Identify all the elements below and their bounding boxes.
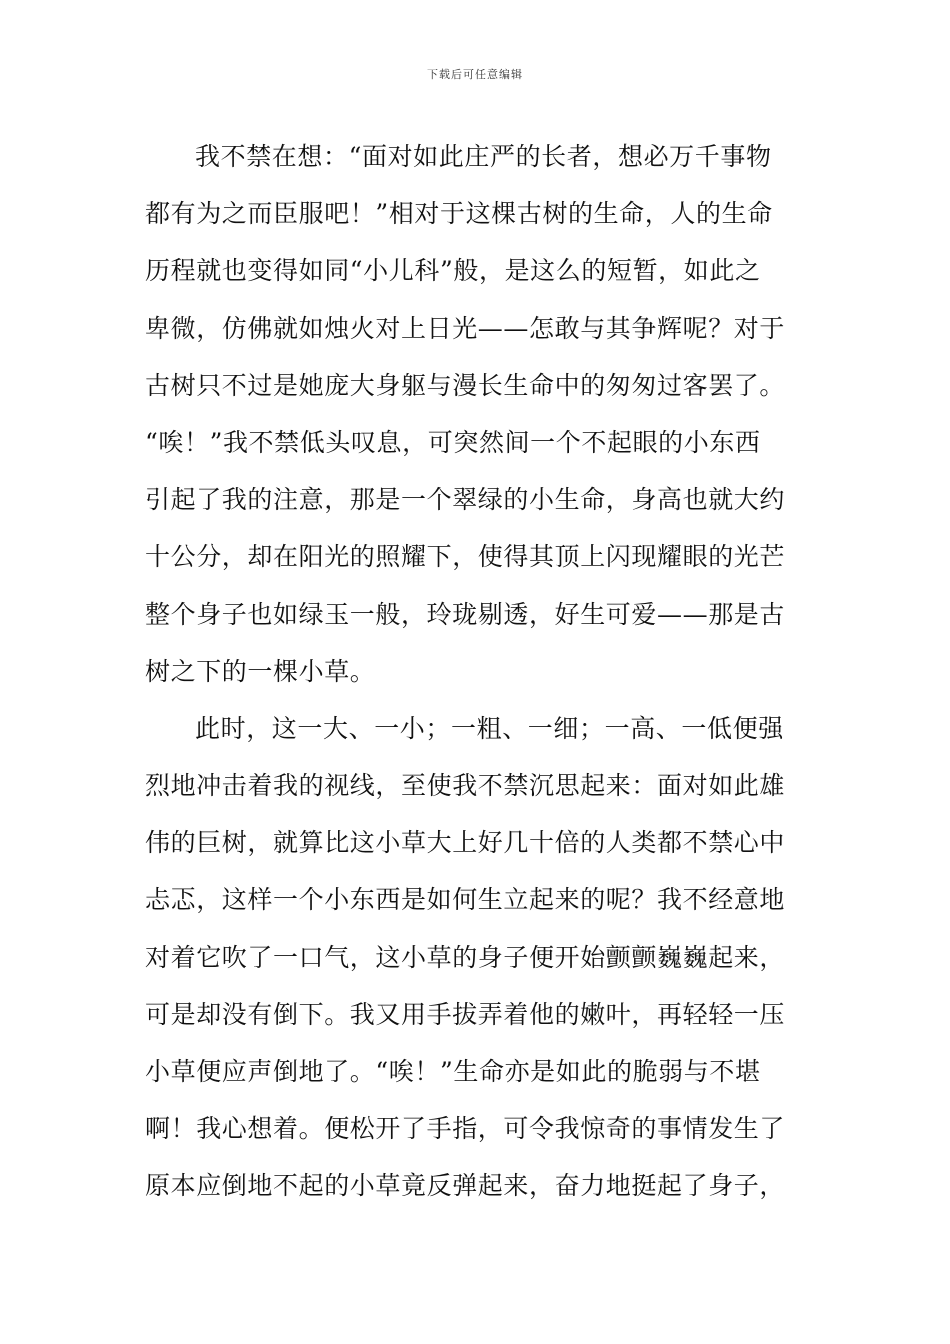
- paragraph-line: 原本应倒地不起的小草竟反弹起来，奋力地挺起了身子，: [145, 1171, 786, 1201]
- paragraph-line: 历程就也变得如同“小儿科”般，是这么的短暂，如此之: [145, 256, 761, 286]
- paragraph-line: 十公分，却在阳光的照耀下，使得其顶上闪现耀眼的光芒: [145, 542, 786, 572]
- paragraph-line: 我不禁在想：“面对如此庄严的长者，想必万千事物: [195, 142, 772, 171]
- paragraph-line: 小草便应声倒地了。“唉！”生命亦是如此的脆弱与不堪: [145, 1057, 761, 1086]
- paragraph-line: 啊！我心想着。便松开了手指，可令我惊奇的事情发生了: [145, 1114, 786, 1144]
- paragraph-line: “唉！”我不禁低头叹息，可突然间一个不起眼的小东西: [145, 427, 761, 457]
- paragraph-line: 此时，这一大、一小；一粗、一细；一高、一低便强: [195, 713, 784, 743]
- paragraph-line: 烈地冲击着我的视线，至使我不禁沉思起来：面对如此雄: [145, 771, 786, 801]
- paragraph-line: 古树只不过是她庞大身躯与漫长生命中的匆匆过客罢了。: [145, 370, 786, 400]
- paragraph-line: 引起了我的注意，那是一个翠绿的小生命，身高也就大约: [145, 485, 786, 515]
- paragraph-line: 整个身子也如绿玉一般，玲珑剔透，好生可爱——那是古: [145, 599, 786, 629]
- paragraph-line: 忐忑，这样一个小东西是如何生立起来的呢？我不经意地: [145, 885, 786, 915]
- body-text: [145, 128, 815, 1215]
- paragraph-line: 卑微，仿佛就如烛火对上日光——怎敢与其争辉呢？对于: [145, 313, 786, 343]
- page-header: 下载后可任意编辑: [427, 68, 523, 81]
- paragraph-line: 对着它吹了一口气，这小草的身子便开始颤颤巍巍起来，: [145, 942, 786, 972]
- paragraph-line: 可是却没有倒下。我又用手拔弄着他的嫩叶，再轻轻一压: [145, 999, 786, 1029]
- paragraph-line: 都有为之而臣服吧！”相对于这棵古树的生命，人的生命: [145, 199, 773, 229]
- paragraph-line: 伟的巨树，就算比这小草大上好几十倍的人类都不禁心中: [145, 828, 786, 858]
- paragraph-line: 树之下的一棵小草。: [145, 656, 376, 686]
